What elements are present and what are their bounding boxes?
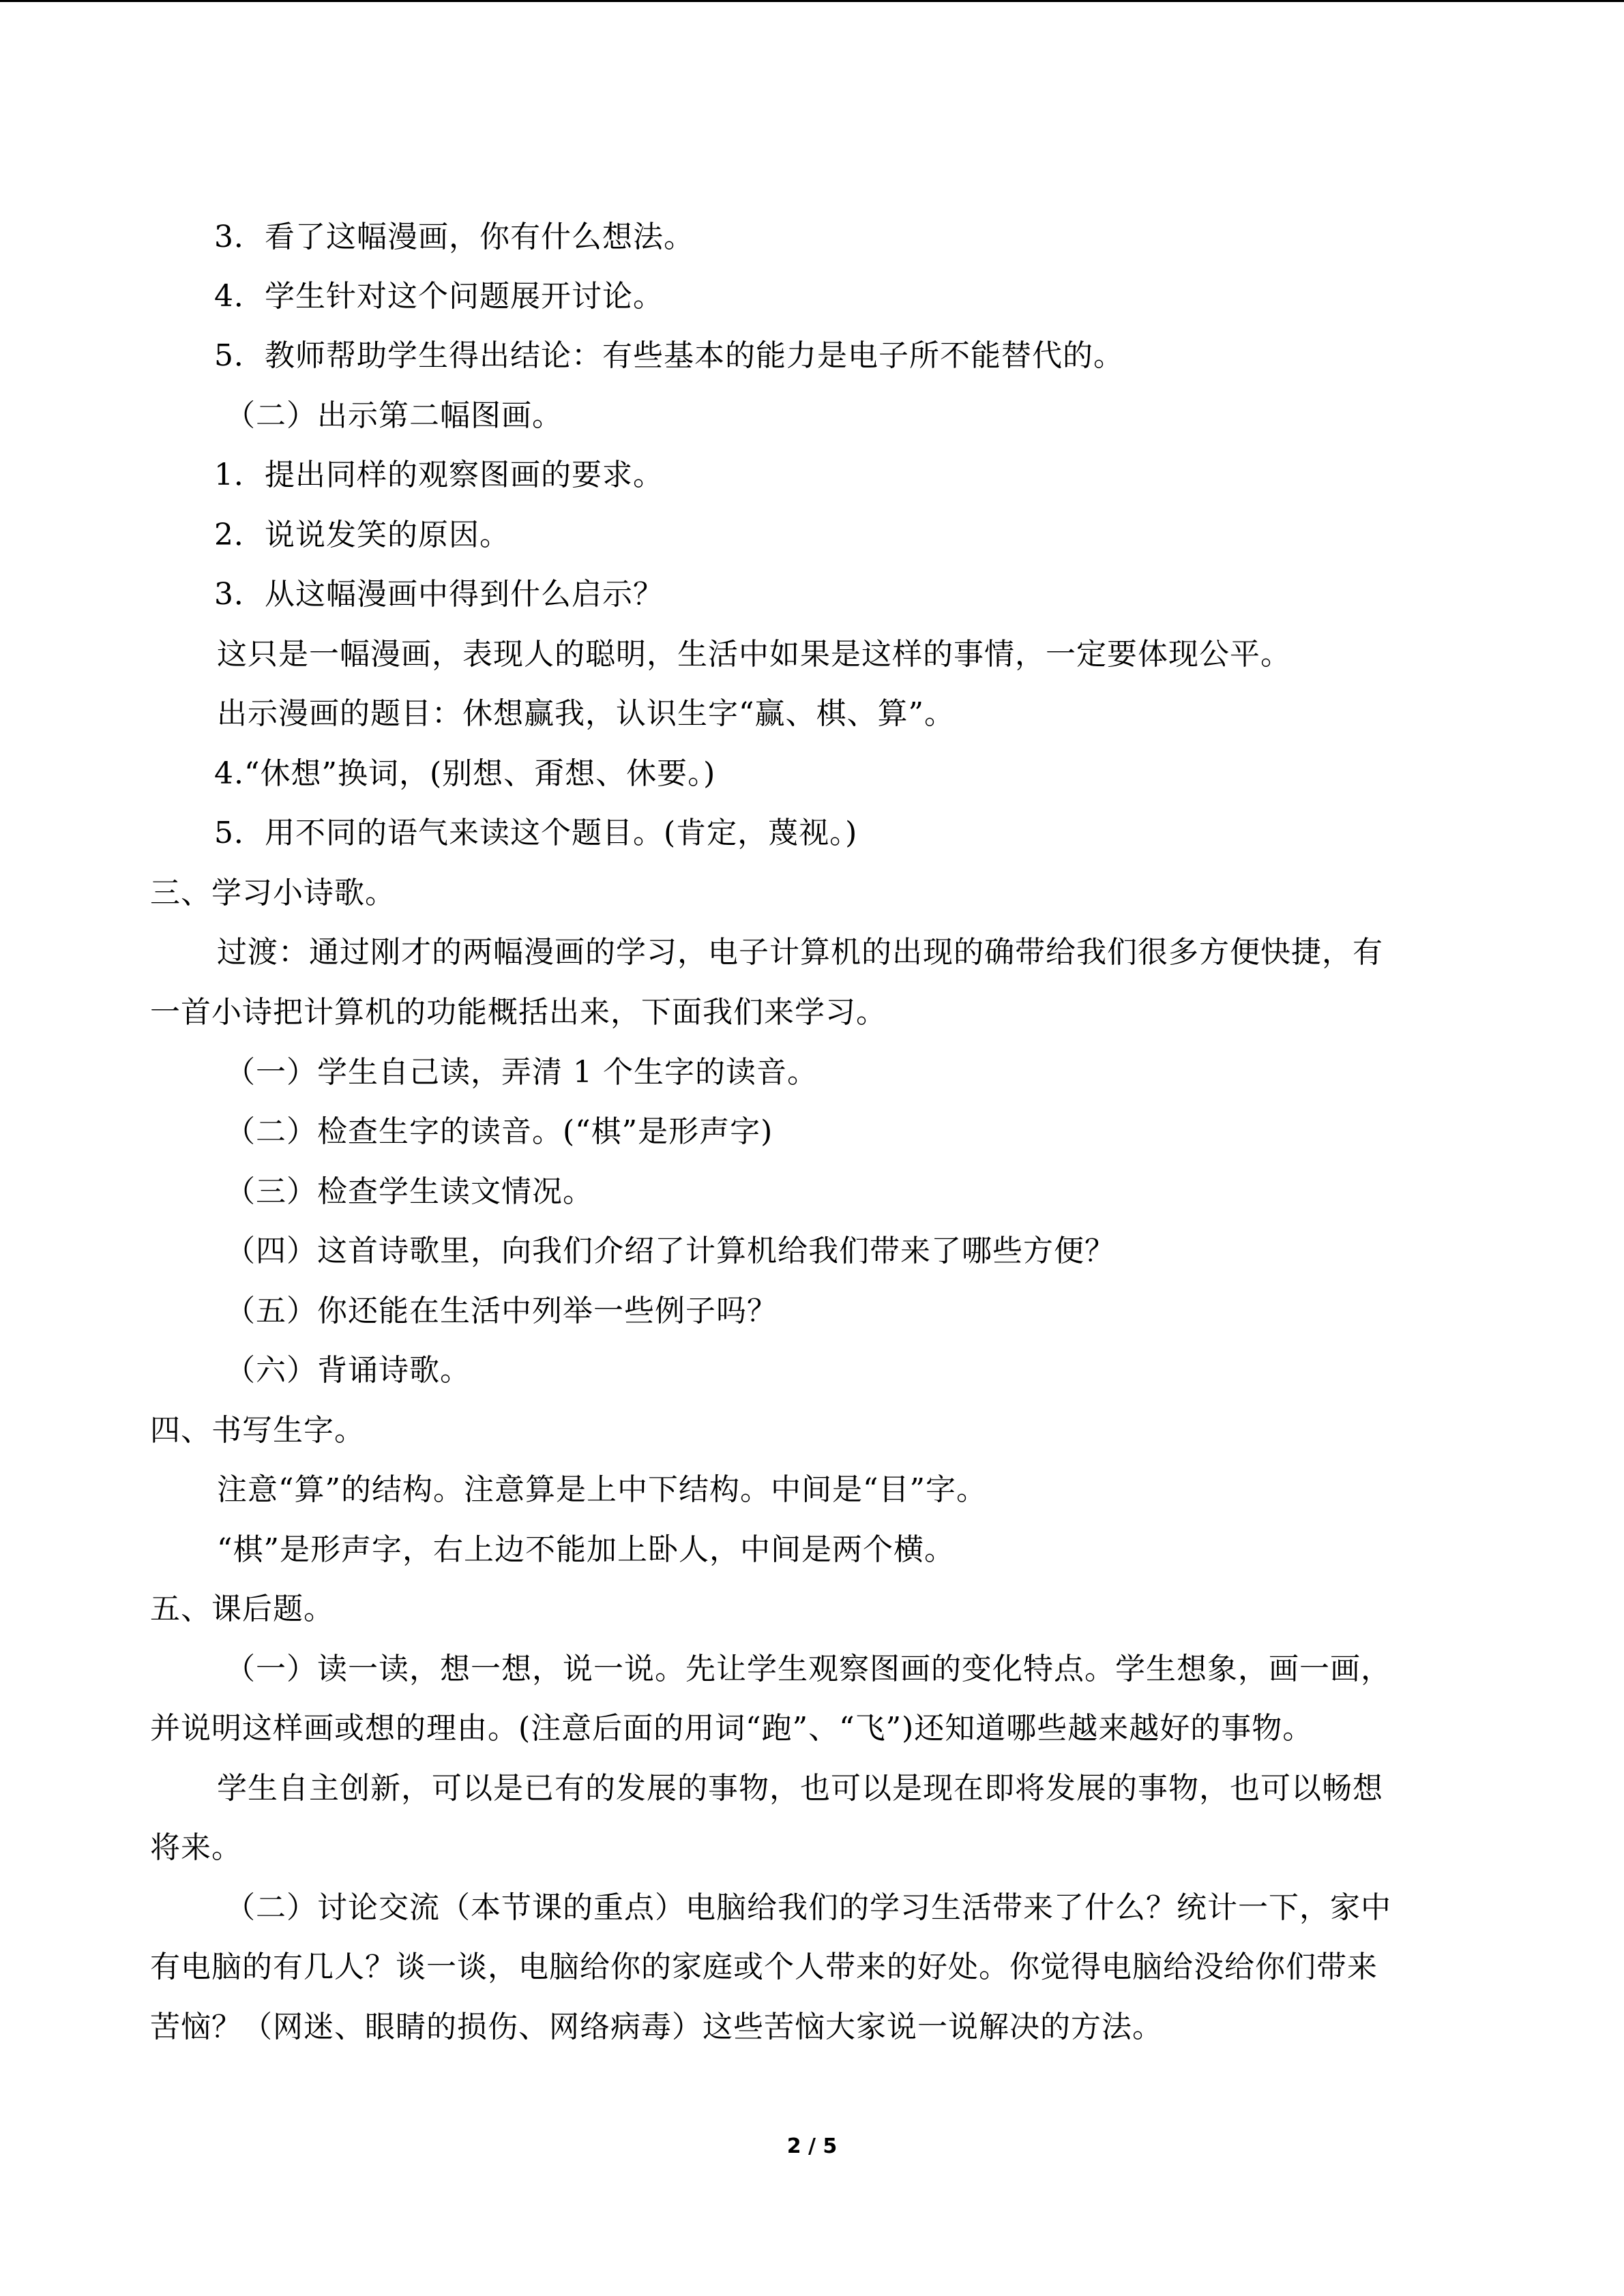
top-border-line xyxy=(0,0,1624,2)
text-line: （二）检查生字的读音。(“棋”是形声字) xyxy=(225,1114,773,1149)
text-line: 将来。 xyxy=(150,1830,242,1865)
text-line: 有电脑的有几人？谈一谈，电脑给你的家庭或个人带来的好处。你觉得电脑给没给你们带来 xyxy=(150,1950,1378,1984)
text-line: 学生自主创新，可以是已有的发展的事物，也可以是现在即将发展的事物，也可以畅想 xyxy=(217,1771,1383,1806)
text-line: 5．用不同的语气来读这个题目。(肯定，蔑视。) xyxy=(214,816,858,850)
text-line: （二）出示第二幅图画。 xyxy=(225,398,563,433)
text-line: 1．提出同样的观察图画的要求。 xyxy=(214,458,664,492)
text-line: （三）检查学生读文情况。 xyxy=(225,1174,593,1209)
text-line: （一）学生自己读，弄清 1 个生字的读音。 xyxy=(225,1055,818,1090)
text-line: “棋”是形声字，右上边不能加上卧人，中间是两个横。 xyxy=(217,1532,955,1567)
text-line: 5．教师帮助学生得出结论：有些基本的能力是电子所不能替代的。 xyxy=(214,338,1124,373)
section-heading: 四、书写生字。 xyxy=(150,1413,365,1448)
text-line: （一）读一读，想一想，说一说。先让学生观察图画的变化特点。学生想象，画一画， xyxy=(225,1652,1391,1686)
text-line: 苦恼？（网迷、眼睛的损伤、网络病毒）这些苦恼大家说一说解决的方法。 xyxy=(150,2010,1163,2044)
text-line: 2．说说发笑的原因。 xyxy=(214,518,510,552)
text-line: 一首小诗把计算机的功能概括出来，下面我们来学习。 xyxy=(150,995,887,1030)
text-line: 过渡：通过刚才的两幅漫画的学习，电子计算机的出现的确带给我们很多方便快捷，有 xyxy=(217,935,1383,970)
page-number: 2 / 5 xyxy=(786,2134,838,2158)
text-line: 这只是一幅漫画，表现人的聪明，生活中如果是这样的事情，一定要体现公平。 xyxy=(217,637,1291,672)
text-line: 4.“休想”换词，(别想、甭想、休要。) xyxy=(214,756,716,791)
section-heading: 三、学习小诗歌。 xyxy=(150,876,396,910)
text-line: （四）这首诗歌里，向我们介绍了计算机给我们带来了哪些方便？ xyxy=(225,1234,1115,1268)
text-line: （五）你还能在生活中列举一些例子吗？ xyxy=(225,1294,778,1328)
text-line: 出示漫画的题目：休想赢我，认识生字“赢、棋、算”。 xyxy=(217,696,955,731)
text-line: 3．看了这幅漫画，你有什么想法。 xyxy=(214,220,694,254)
text-line: 并说明这样画或想的理由。(注意后面的用词“跑”、“飞”)还知道哪些越来越好的事物。 xyxy=(150,1711,1314,1746)
text-line: （六）背诵诗歌。 xyxy=(225,1353,471,1388)
text-line: 4．学生针对这个问题展开讨论。 xyxy=(214,279,664,314)
text-line: （二）讨论交流（本节课的重点）电脑给我们的学习生活带来了什么？统计一下，家中 xyxy=(225,1890,1391,1925)
text-line: 注意“算”的结构。注意算是上中下结构。中间是“目”字。 xyxy=(217,1472,987,1507)
text-line: 3．从这幅漫画中得到什么启示？ xyxy=(214,577,664,612)
section-heading: 五、课后题。 xyxy=(150,1592,334,1626)
